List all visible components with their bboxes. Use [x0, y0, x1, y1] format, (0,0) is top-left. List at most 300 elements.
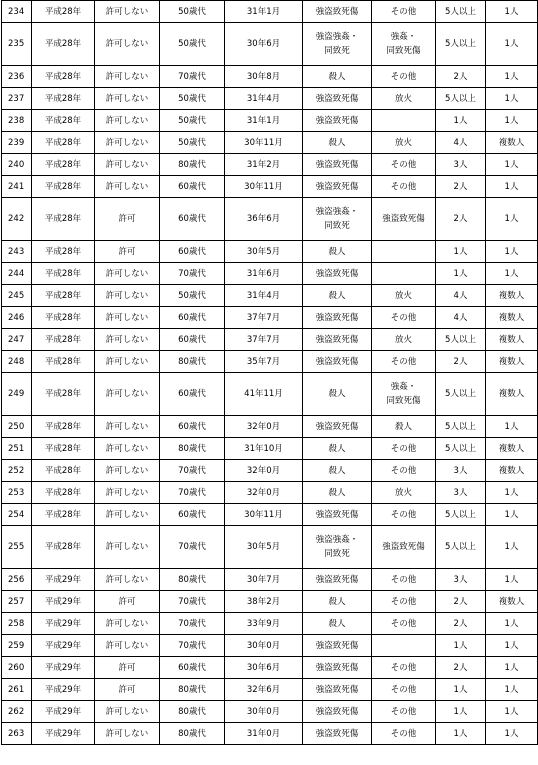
cell-case-number: 237 — [2, 88, 32, 110]
cell-case-number: 234 — [2, 1, 32, 23]
cell-other-offense-line: その他 — [390, 596, 417, 607]
cell-case-number: 250 — [2, 416, 32, 438]
cell-other-offense — [372, 23, 436, 66]
cell-age-group: 80歳代 — [160, 701, 225, 723]
cell-victim-count: 3人 — [436, 460, 486, 482]
table-row — [2, 88, 538, 110]
cell-other-offense — [372, 701, 436, 723]
cell-age-group: 80歳代 — [160, 351, 225, 373]
cell-main-offense-line: 強盗強姦・ — [315, 32, 359, 42]
cell-year: 平成28年 — [32, 504, 95, 526]
cell-other-offense — [372, 635, 436, 657]
cell-fatality-count: 1人 — [486, 416, 538, 438]
cell-fatality-count: 1人 — [486, 723, 538, 745]
cell-main-offense-line: 強盗致死傷 — [315, 268, 359, 279]
cell-case-number: 235 — [2, 23, 32, 66]
table-row — [2, 132, 538, 154]
cell-other-offense-line: その他 — [390, 509, 417, 520]
cell-year: 平成29年 — [32, 613, 95, 635]
cell-case-number: 258 — [2, 613, 32, 635]
cell-age-group: 60歳代 — [160, 176, 225, 198]
cell-other-offense — [372, 569, 436, 591]
cell-victim-count: 1人 — [436, 723, 486, 745]
cell-victim-count: 5人以上 — [436, 416, 486, 438]
cell-term-served: 33年9月 — [225, 613, 303, 635]
cell-term-served: 30年5月 — [225, 241, 303, 263]
cell-other-offense — [372, 416, 436, 438]
cell-year: 平成29年 — [32, 635, 95, 657]
cell-main-offense — [303, 307, 372, 329]
cell-main-offense-line: 同致死 — [324, 46, 350, 56]
cell-term-served: 30年11月 — [225, 176, 303, 198]
cell-other-offense — [372, 482, 436, 504]
table-row — [2, 613, 538, 635]
cell-victim-count: 1人 — [436, 263, 486, 285]
cell-year: 平成28年 — [32, 110, 95, 132]
table-row — [2, 723, 538, 745]
cell-fatality-count: 1人 — [486, 482, 538, 504]
cell-age-group: 50歳代 — [160, 23, 225, 66]
cell-decision: 許可 — [95, 657, 160, 679]
cell-main-offense — [303, 657, 372, 679]
cell-term-served: 38年2月 — [225, 591, 303, 613]
cell-decision: 許可しない — [95, 176, 160, 198]
cell-term-served: 30年5月 — [225, 526, 303, 569]
cell-age-group: 70歳代 — [160, 613, 225, 635]
cell-age-group: 60歳代 — [160, 307, 225, 329]
cell-age-group: 80歳代 — [160, 723, 225, 745]
cell-decision: 許可しない — [95, 263, 160, 285]
cell-age-group: 80歳代 — [160, 679, 225, 701]
cell-decision: 許可しない — [95, 526, 160, 569]
cell-decision: 許可しない — [95, 460, 160, 482]
cell-fatality-count: 複数人 — [486, 351, 538, 373]
cell-fatality-count: 1人 — [486, 154, 538, 176]
cell-victim-count: 5人以上 — [436, 373, 486, 416]
cell-year: 平成29年 — [32, 701, 95, 723]
cell-case-number: 236 — [2, 66, 32, 88]
cell-other-offense — [372, 263, 436, 285]
cell-case-number: 240 — [2, 154, 32, 176]
cell-main-offense — [303, 241, 372, 263]
cell-fatality-count: 1人 — [486, 23, 538, 66]
cell-other-offense-line: その他 — [390, 728, 417, 739]
cell-main-offense — [303, 613, 372, 635]
cell-victim-count: 1人 — [436, 110, 486, 132]
cell-other-offense-line: その他 — [390, 6, 417, 17]
cell-main-offense — [303, 351, 372, 373]
cell-main-offense — [303, 526, 372, 569]
cell-fatality-count: 1人 — [486, 241, 538, 263]
cell-victim-count: 4人 — [436, 307, 486, 329]
cell-age-group: 70歳代 — [160, 526, 225, 569]
cell-age-group: 50歳代 — [160, 110, 225, 132]
cell-main-offense — [303, 329, 372, 351]
cell-age-group: 70歳代 — [160, 482, 225, 504]
cell-fatality-count: 1人 — [486, 635, 538, 657]
cell-main-offense-line: 強盗致死傷 — [315, 312, 359, 323]
cell-year: 平成28年 — [32, 416, 95, 438]
cell-fatality-count: 1人 — [486, 504, 538, 526]
cell-other-offense-line: その他 — [390, 443, 417, 454]
cell-main-offense-line: 強盗致死傷 — [315, 334, 359, 345]
cell-other-offense-line: 放火 — [394, 137, 412, 148]
table-row — [2, 526, 538, 569]
cell-decision: 許可しない — [95, 285, 160, 307]
cell-year: 平成28年 — [32, 329, 95, 351]
cell-age-group: 50歳代 — [160, 285, 225, 307]
cell-victim-count: 3人 — [436, 482, 486, 504]
cell-other-offense — [372, 613, 436, 635]
cell-main-offense-line: 殺人 — [328, 443, 346, 454]
cell-other-offense-line: 強盗致死傷 — [382, 542, 425, 552]
cell-main-offense — [303, 176, 372, 198]
cell-decision: 許可 — [95, 241, 160, 263]
cell-other-offense-line: 殺人 — [394, 421, 412, 432]
cell-year: 平成29年 — [32, 591, 95, 613]
cell-other-offense-line: 放火 — [394, 487, 412, 498]
table-row — [2, 176, 538, 198]
cell-victim-count: 5人以上 — [436, 329, 486, 351]
cell-fatality-count: 複数人 — [486, 329, 538, 351]
cell-other-offense-line: 強姦・ — [390, 382, 417, 392]
cell-decision: 許可 — [95, 198, 160, 241]
cell-term-served: 32年6月 — [225, 679, 303, 701]
cell-other-offense — [372, 373, 436, 416]
cell-other-offense — [372, 351, 436, 373]
cell-fatality-count: 1人 — [486, 569, 538, 591]
cell-main-offense-line: 強盗致死傷 — [315, 509, 359, 520]
cell-year: 平成28年 — [32, 460, 95, 482]
cell-fatality-count: 1人 — [486, 263, 538, 285]
cell-main-offense — [303, 110, 372, 132]
cell-other-offense — [372, 198, 436, 241]
cell-other-offense — [372, 241, 436, 263]
cell-decision: 許可しない — [95, 307, 160, 329]
cell-year: 平成28年 — [32, 88, 95, 110]
cell-other-offense-line: その他 — [390, 71, 417, 82]
table-row — [2, 66, 538, 88]
cell-case-number: 261 — [2, 679, 32, 701]
cell-year: 平成28年 — [32, 23, 95, 66]
cell-other-offense — [372, 526, 436, 569]
cell-case-number: 251 — [2, 438, 32, 460]
cell-term-served: 31年6月 — [225, 263, 303, 285]
cell-decision: 許可しない — [95, 351, 160, 373]
cell-victim-count: 5人以上 — [436, 23, 486, 66]
cell-case-number: 256 — [2, 569, 32, 591]
cell-other-offense — [372, 307, 436, 329]
cell-case-number: 257 — [2, 591, 32, 613]
table-row — [2, 373, 538, 416]
cell-age-group: 60歳代 — [160, 373, 225, 416]
cell-year: 平成28年 — [32, 482, 95, 504]
cell-year: 平成28年 — [32, 263, 95, 285]
cell-main-offense — [303, 132, 372, 154]
cell-other-offense-line: 強姦・ — [390, 32, 417, 42]
cell-other-offense-line: 強盗致死傷 — [382, 214, 425, 224]
cell-year: 平成28年 — [32, 198, 95, 241]
cell-main-offense-line: 殺人 — [328, 465, 346, 476]
cell-fatality-count: 複数人 — [486, 438, 538, 460]
cell-case-number: 241 — [2, 176, 32, 198]
cell-fatality-count: 1人 — [486, 1, 538, 23]
cell-decision: 許可しない — [95, 110, 160, 132]
cell-other-offense-line: その他 — [390, 574, 417, 585]
cell-main-offense — [303, 88, 372, 110]
cell-term-served: 35年7月 — [225, 351, 303, 373]
cell-case-number: 252 — [2, 460, 32, 482]
cell-main-offense-line: 強盗致死傷 — [315, 93, 359, 104]
cell-case-number: 249 — [2, 373, 32, 416]
cell-main-offense — [303, 373, 372, 416]
cell-fatality-count: 1人 — [486, 657, 538, 679]
cell-main-offense — [303, 635, 372, 657]
cell-decision: 許可しない — [95, 154, 160, 176]
cell-fatality-count: 1人 — [486, 613, 538, 635]
cell-year: 平成28年 — [32, 132, 95, 154]
cell-main-offense-line: 強盗強姦・ — [315, 535, 359, 545]
cell-main-offense-line: 強盗致死傷 — [315, 421, 359, 432]
cell-other-offense — [372, 679, 436, 701]
cell-age-group: 70歳代 — [160, 66, 225, 88]
cell-year: 平成29年 — [32, 679, 95, 701]
cell-main-offense-line: 殺人 — [328, 389, 346, 399]
cell-term-served: 31年1月 — [225, 110, 303, 132]
cell-main-offense-line: 強盗致死傷 — [315, 159, 359, 170]
cell-term-served: 31年1月 — [225, 1, 303, 23]
table-row — [2, 701, 538, 723]
cell-age-group: 60歳代 — [160, 504, 225, 526]
cell-age-group: 60歳代 — [160, 329, 225, 351]
cell-other-offense-line: その他 — [390, 159, 417, 170]
cell-fatality-count: 複数人 — [486, 132, 538, 154]
table-row — [2, 635, 538, 657]
cell-other-offense — [372, 329, 436, 351]
cell-fatality-count: 複数人 — [486, 285, 538, 307]
cell-age-group: 70歳代 — [160, 635, 225, 657]
cell-case-number: 254 — [2, 504, 32, 526]
cell-main-offense-line: 殺人 — [328, 487, 346, 498]
cell-main-offense-line: 同致死 — [324, 221, 350, 231]
cell-year: 平成28年 — [32, 176, 95, 198]
cell-other-offense-line: その他 — [390, 684, 417, 695]
cell-age-group: 50歳代 — [160, 132, 225, 154]
cell-main-offense — [303, 1, 372, 23]
cell-case-number: 255 — [2, 526, 32, 569]
table-row — [2, 351, 538, 373]
cell-decision: 許可しない — [95, 329, 160, 351]
cell-main-offense — [303, 701, 372, 723]
table-row — [2, 263, 538, 285]
cell-main-offense-line: 殺人 — [328, 618, 346, 629]
cell-decision: 許可しない — [95, 613, 160, 635]
cell-victim-count: 5人以上 — [436, 88, 486, 110]
cell-year: 平成28年 — [32, 307, 95, 329]
cell-main-offense-line: 殺人 — [328, 246, 346, 257]
cell-term-served: 41年11月 — [225, 373, 303, 416]
cell-fatality-count: 1人 — [486, 701, 538, 723]
cell-other-offense — [372, 154, 436, 176]
cell-victim-count: 1人 — [436, 241, 486, 263]
table-row — [2, 438, 538, 460]
cell-victim-count: 2人 — [436, 66, 486, 88]
table-row — [2, 416, 538, 438]
cell-victim-count: 2人 — [436, 176, 486, 198]
table-row — [2, 23, 538, 66]
cell-main-offense-line: 同致死 — [324, 549, 350, 559]
cell-victim-count: 1人 — [436, 701, 486, 723]
cell-age-group: 70歳代 — [160, 591, 225, 613]
table-row — [2, 110, 538, 132]
cell-case-number: 246 — [2, 307, 32, 329]
cell-main-offense — [303, 285, 372, 307]
cell-decision: 許可しない — [95, 66, 160, 88]
cell-main-offense-line: 殺人 — [328, 596, 346, 607]
cell-main-offense-line: 強盗致死傷 — [315, 181, 359, 192]
cell-year: 平成28年 — [32, 351, 95, 373]
cell-decision: 許可しない — [95, 416, 160, 438]
cell-fatality-count: 複数人 — [486, 307, 538, 329]
cell-main-offense — [303, 460, 372, 482]
cell-case-number: 243 — [2, 241, 32, 263]
cell-other-offense-line: 同致死傷 — [386, 46, 421, 56]
cell-main-offense — [303, 679, 372, 701]
cell-term-served: 30年7月 — [225, 569, 303, 591]
cell-main-offense-line: 殺人 — [328, 137, 346, 148]
cell-victim-count: 2人 — [436, 613, 486, 635]
cell-victim-count: 3人 — [436, 154, 486, 176]
cell-other-offense — [372, 460, 436, 482]
cell-main-offense — [303, 416, 372, 438]
cell-decision: 許可しない — [95, 723, 160, 745]
cell-main-offense — [303, 23, 372, 66]
table-row — [2, 679, 538, 701]
cell-victim-count: 5人以上 — [436, 504, 486, 526]
cell-victim-count: 2人 — [436, 351, 486, 373]
cell-term-served: 32年0月 — [225, 482, 303, 504]
cell-main-offense — [303, 66, 372, 88]
cell-main-offense-line: 強盗致死傷 — [315, 640, 359, 651]
cell-decision: 許可 — [95, 679, 160, 701]
cell-main-offense-line: 強盗致死傷 — [315, 684, 359, 695]
cell-term-served: 30年6月 — [225, 23, 303, 66]
cell-victim-count: 2人 — [436, 591, 486, 613]
cell-other-offense — [372, 285, 436, 307]
cell-term-served: 30年8月 — [225, 66, 303, 88]
cell-term-served: 32年0月 — [225, 416, 303, 438]
parole-records-table — [1, 0, 538, 745]
cell-other-offense-line: その他 — [390, 312, 417, 323]
cell-decision: 許可しない — [95, 569, 160, 591]
cell-age-group: 50歳代 — [160, 88, 225, 110]
cell-other-offense-line: 放火 — [394, 334, 412, 345]
cell-age-group: 60歳代 — [160, 416, 225, 438]
cell-main-offense-line: 強盗致死傷 — [315, 728, 359, 739]
cell-main-offense-line: 強盗致死傷 — [315, 115, 359, 126]
cell-term-served: 31年4月 — [225, 285, 303, 307]
cell-decision: 許可しない — [95, 701, 160, 723]
cell-victim-count: 2人 — [436, 657, 486, 679]
cell-other-offense-line: その他 — [390, 618, 417, 629]
cell-other-offense-line: 放火 — [394, 93, 412, 104]
cell-age-group: 50歳代 — [160, 1, 225, 23]
cell-other-offense — [372, 657, 436, 679]
cell-case-number: 238 — [2, 110, 32, 132]
cell-other-offense — [372, 504, 436, 526]
cell-victim-count: 4人 — [436, 132, 486, 154]
cell-term-served: 37年7月 — [225, 307, 303, 329]
cell-other-offense — [372, 132, 436, 154]
cell-fatality-count: 複数人 — [486, 373, 538, 416]
cell-decision: 許可しない — [95, 504, 160, 526]
cell-term-served: 30年6月 — [225, 657, 303, 679]
cell-term-served: 37年7月 — [225, 329, 303, 351]
table-row — [2, 482, 538, 504]
cell-victim-count: 5人以上 — [436, 526, 486, 569]
cell-age-group: 80歳代 — [160, 438, 225, 460]
cell-victim-count: 1人 — [436, 635, 486, 657]
cell-term-served: 30年0月 — [225, 701, 303, 723]
cell-other-offense-line: その他 — [390, 465, 417, 476]
cell-victim-count: 5人以上 — [436, 438, 486, 460]
cell-decision: 許可しない — [95, 1, 160, 23]
cell-other-offense — [372, 88, 436, 110]
cell-decision: 許可しない — [95, 438, 160, 460]
cell-fatality-count: 1人 — [486, 679, 538, 701]
cell-age-group: 70歳代 — [160, 263, 225, 285]
cell-age-group: 80歳代 — [160, 569, 225, 591]
cell-fatality-count: 1人 — [486, 198, 538, 241]
table-row — [2, 154, 538, 176]
table-row — [2, 241, 538, 263]
cell-other-offense-line: その他 — [390, 706, 417, 717]
cell-decision: 許可しない — [95, 482, 160, 504]
cell-victim-count: 2人 — [436, 198, 486, 241]
cell-year: 平成28年 — [32, 154, 95, 176]
cell-year: 平成28年 — [32, 438, 95, 460]
cell-main-offense — [303, 569, 372, 591]
cell-case-number: 239 — [2, 132, 32, 154]
cell-term-served: 32年0月 — [225, 460, 303, 482]
cell-victim-count: 4人 — [436, 285, 486, 307]
cell-case-number: 253 — [2, 482, 32, 504]
cell-main-offense — [303, 723, 372, 745]
table-row — [2, 198, 538, 241]
cell-main-offense-line: 殺人 — [328, 290, 346, 301]
cell-year: 平成28年 — [32, 1, 95, 23]
table-row — [2, 657, 538, 679]
cell-case-number: 260 — [2, 657, 32, 679]
cell-year: 平成29年 — [32, 569, 95, 591]
cell-year: 平成29年 — [32, 657, 95, 679]
cell-main-offense-line: 強盗致死傷 — [315, 662, 359, 673]
cell-main-offense-line: 強盗致死傷 — [315, 6, 359, 17]
cell-year: 平成29年 — [32, 723, 95, 745]
cell-main-offense — [303, 482, 372, 504]
cell-main-offense — [303, 154, 372, 176]
table-body — [2, 1, 538, 745]
cell-main-offense — [303, 263, 372, 285]
cell-term-served: 36年6月 — [225, 198, 303, 241]
cell-fatality-count: 1人 — [486, 176, 538, 198]
cell-year: 平成28年 — [32, 241, 95, 263]
cell-main-offense — [303, 198, 372, 241]
cell-other-offense — [372, 1, 436, 23]
cell-decision: 許可しない — [95, 88, 160, 110]
cell-victim-count: 3人 — [436, 569, 486, 591]
cell-case-number: 245 — [2, 285, 32, 307]
